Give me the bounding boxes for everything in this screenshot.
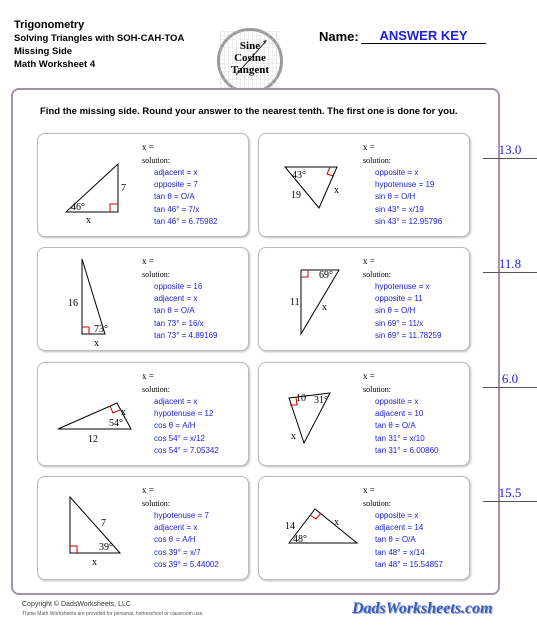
solution-step: adjacent = 14 [375, 523, 424, 533]
solution-step: cos θ = A/H [154, 535, 196, 545]
solution-step: adjacent = 10 [375, 409, 424, 419]
problem-card-7 [37, 476, 249, 580]
logo-cosine-text: Cosine [234, 52, 266, 64]
problem-card-5 [37, 362, 249, 466]
solution-step: adjacent = x [154, 294, 198, 304]
solution-step: cos 39° = x/7 [154, 547, 201, 557]
solution-steps [375, 510, 443, 571]
name-label: Name: [319, 29, 359, 44]
side-label: x [86, 215, 91, 226]
name-underline [361, 43, 486, 44]
x-equals: x = 6.0 [363, 371, 375, 381]
logo-sine-text: Sine [239, 40, 261, 52]
solution-step: cos 39° = 5.44002 [154, 559, 219, 569]
solution-step: opposite = 7 [154, 180, 198, 190]
solution-step: hypotenuse = x [375, 282, 430, 291]
side-label: x [94, 338, 99, 349]
problem-card-8 [258, 476, 522, 580]
problem-card-6 [258, 362, 519, 466]
solution-step: tan 48° = 15.54857 [375, 559, 443, 569]
sine-cosine-tangent-logo [217, 28, 283, 94]
angle-label: 73° [94, 324, 108, 335]
side-label: 10 [296, 393, 306, 404]
solution-step: sin θ = O/H [375, 192, 416, 202]
side-label: 7 [101, 518, 106, 529]
answer-value: 15.5 [483, 484, 537, 502]
side-label: x [334, 185, 339, 196]
problem-card-3 [37, 247, 249, 351]
angle-label: 69° [319, 270, 333, 281]
problem-card-4 [258, 247, 522, 351]
angle-label: 54° [109, 418, 123, 429]
solution-label: solution: [363, 499, 392, 508]
solution-step: sin 69° = 11/x [375, 318, 424, 328]
solution-step: sin 69° = 11.78259 [375, 330, 442, 340]
solution-label: solution: [142, 499, 171, 508]
solution-step: adjacent = x [154, 168, 198, 177]
header-subtitle: Solving Triangles with SOH-CAH-TOA [14, 33, 185, 44]
solution-step: cos 54° = 7.05342 [154, 445, 219, 455]
solution-step: opposite = 16 [154, 282, 203, 291]
solution-step: hypotenuse = 7 [154, 511, 209, 520]
side-label: 11 [290, 297, 300, 308]
header-topic: Missing Side [14, 46, 73, 57]
solution-step: opposite = x [375, 511, 419, 520]
worksheet-header [14, 19, 184, 71]
footer-copyright: Copyright © DadsWorksheets, LLC [22, 601, 131, 608]
solution-step: cos 54° = x/12 [154, 433, 206, 443]
side-label: 7 [121, 183, 126, 194]
solution-step: opposite = x [375, 168, 419, 177]
solution-step: adjacent = x [154, 523, 198, 533]
side-label: 14 [285, 521, 295, 532]
solution-step: tan θ = O/A [375, 421, 416, 431]
logo-tangent-text: Tangent [230, 64, 270, 76]
solution-label: solution: [363, 270, 392, 279]
side-label: 12 [88, 434, 98, 445]
x-equals: x = [142, 371, 154, 381]
solution-step: tan θ = O/A [154, 192, 195, 202]
solution-step: tan θ = O/A [154, 306, 195, 316]
header-worksheet-number: Math Worksheet 4 [14, 59, 96, 70]
solution-step: tan 46° = 7/x [154, 204, 200, 214]
angle-label: 46° [71, 202, 85, 213]
solution-label: solution: [363, 156, 392, 165]
solution-step: tan 31° = x/10 [375, 433, 425, 443]
header-title: Trigonometry [14, 19, 85, 31]
answer-value: 11.8 [483, 255, 537, 273]
problem-card-1 [37, 133, 249, 237]
x-equals: x = [142, 142, 154, 152]
side-label: x [334, 517, 339, 528]
answer-value: 13.0 [483, 141, 537, 159]
dadsworksheets-logo: DadsWorksheets.com [352, 600, 493, 617]
side-label: 19 [291, 190, 301, 201]
solution-label: solution: [142, 156, 171, 165]
solution-step: opposite = x [375, 397, 419, 406]
x-equals: x = 15.5 [363, 485, 375, 495]
x-equals: x = 11.8 [363, 256, 375, 266]
side-label: x [322, 302, 327, 313]
solution-step: sin 43° = 12.95796 [375, 216, 443, 226]
solution-step: hypotenuse = 19 [375, 180, 435, 190]
solution-steps [375, 281, 441, 342]
solution-step: tan 46° = 6.75982 [154, 216, 218, 226]
solution-steps [375, 167, 442, 228]
side-label: 16 [68, 298, 78, 309]
name-value: ANSWER KEY [379, 28, 468, 43]
solution-steps [154, 281, 217, 342]
solution-steps [375, 396, 438, 457]
side-label: x [92, 557, 97, 568]
side-label: x [291, 431, 296, 442]
solution-step: tan 31° = 6.00860 [375, 445, 439, 455]
solution-label: solution: [142, 270, 171, 279]
solution-step: adjacent = x [154, 397, 198, 406]
solution-step: hypotenuse = 12 [154, 409, 214, 419]
solution-steps [154, 396, 219, 457]
solution-step: sin θ = O/H [375, 306, 416, 316]
side-label: x [121, 407, 126, 418]
solution-step: tan 48° = x/14 [375, 547, 425, 557]
solution-step: sin 43° = x/19 [375, 204, 424, 214]
footer-note: These Math Worksheets are provided for personal, homeschool or classroom use. [22, 611, 204, 617]
instructions: Find the missing side. Round your answer to the nearest tenth. The first one is done for you. [40, 106, 458, 117]
problem-card-2 [258, 133, 522, 237]
x-equals: x = 13.0 [363, 142, 375, 152]
solution-steps [154, 510, 219, 571]
solution-steps [154, 167, 217, 228]
answer-value: 6.0 [483, 370, 537, 388]
solution-step: cos θ = A/H [154, 421, 196, 431]
solution-step: tan 73° = 16/x [154, 318, 204, 328]
angle-label: 31° [314, 395, 328, 406]
solution-label: solution: [363, 385, 392, 394]
solution-step: tan θ = O/A [375, 535, 416, 545]
x-equals: x = [142, 485, 154, 495]
solution-label: solution: [142, 385, 171, 394]
solution-step: opposite = 11 [375, 294, 423, 304]
solution-step: tan 73° = 4.89169 [154, 330, 218, 340]
angle-label: 48° [293, 534, 307, 545]
angle-label: 43° [292, 170, 306, 181]
angle-label: 39° [99, 542, 113, 553]
x-equals: x = [142, 256, 154, 266]
